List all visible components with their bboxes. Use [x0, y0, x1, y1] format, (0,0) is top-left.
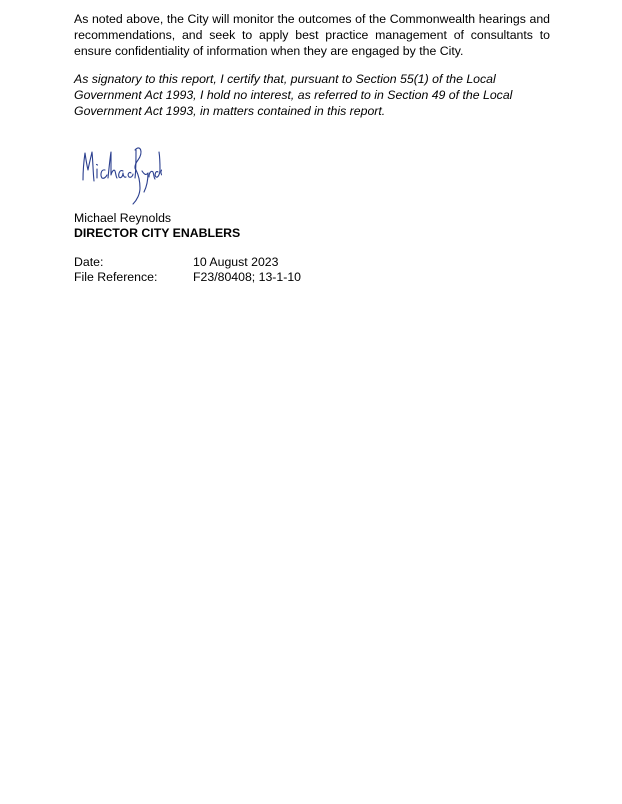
date-label: Date:	[74, 255, 104, 269]
report-body	[74, 11, 550, 119]
handwritten-signature	[78, 140, 162, 206]
report-details	[74, 255, 301, 285]
file-reference-row	[74, 270, 301, 285]
signatory-declaration: As signatory to this report, I certify that, pursuant to Section 55(1) of the Local Government Act 1993, I hold no interest, as referred to in Section 49 of the Local Government Act 1993, in matters contained in this report.	[74, 72, 513, 118]
file-reference-label: File Reference:	[74, 270, 158, 284]
signatory-block	[74, 211, 240, 241]
date-value: 10 August 2023	[193, 255, 279, 269]
file-reference-value: F23/80408; 13-1-10	[193, 270, 302, 284]
signatory-title: DIRECTOR CITY ENABLERS	[74, 226, 241, 240]
signatory-name: Michael Reynolds	[74, 211, 172, 225]
date-row	[74, 255, 301, 270]
closing-paragraph: As noted above, the City will monitor the outcomes of the Commonwealth hearings and recommendations, and seek to apply best practice management of consultants to ensure confidentiality of information when they are engaged by the City.	[74, 12, 550, 58]
